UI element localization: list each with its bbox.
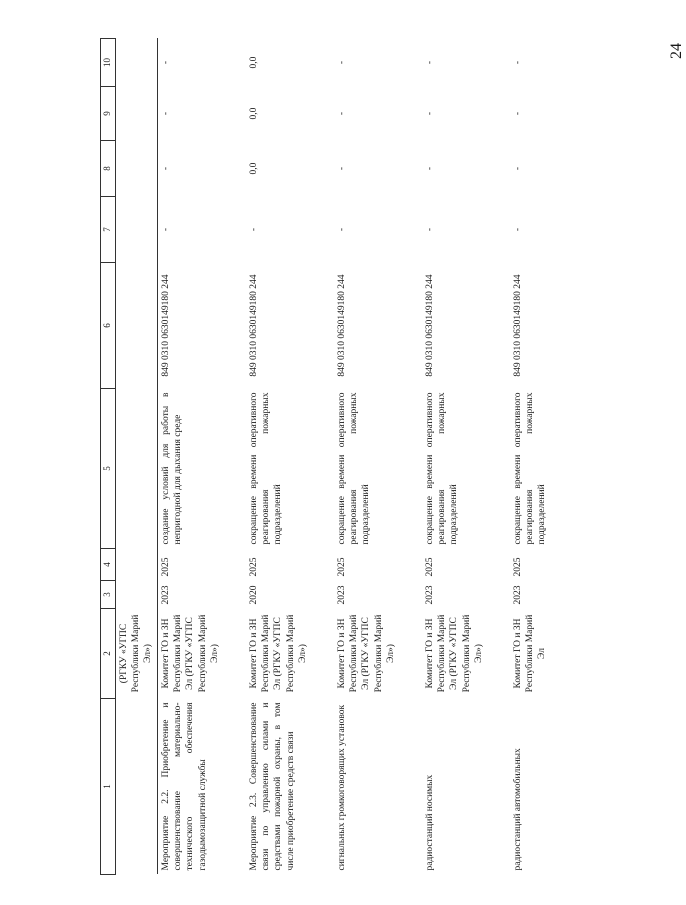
col-header: 6 — [101, 263, 116, 389]
budget-code: 849 0310 0630149180 244 — [424, 274, 435, 377]
col8-value: - — [512, 166, 523, 171]
table-row — [510, 39, 598, 875]
expected-result: создание условий для работы в непригодной для дыхания среде — [157, 389, 246, 549]
col-header: 8 — [101, 141, 116, 197]
table-row — [422, 39, 510, 875]
responsible-cell: Комитет ГО и ЗН Республики Марий Эл (РГКУ «УГПС Республики Марий Эл») — [157, 609, 246, 699]
start-year: 2023 — [424, 585, 435, 605]
col-header: 3 — [101, 581, 116, 609]
measure-name: Мероприятие 2.2. Приобретение и совершенствование материально-технического обеспечения газодымозащитной службы — [157, 699, 246, 875]
continuation-row — [115, 39, 157, 875]
budget-code: 849 0310 0630149180 244 — [248, 274, 259, 377]
col-header: 7 — [101, 197, 116, 263]
column-number-row — [101, 39, 116, 875]
table-row — [246, 39, 334, 875]
col9-value: - — [424, 111, 435, 116]
col-header: 2 — [101, 609, 116, 699]
col-header: 10 — [101, 39, 116, 87]
budget-code: 849 0310 0630149180 244 — [157, 263, 246, 389]
end-year: 2025 — [336, 557, 347, 577]
responsible-cell: Комитет ГО и ЗН Республики Марий Эл — [512, 614, 548, 693]
responsible-cell: Комитет ГО и ЗН Республики Марий Эл (РГКУ «УГПС Республики Марий Эл») — [248, 614, 309, 693]
col-header: 4 — [101, 549, 116, 581]
col9-value: - — [157, 87, 246, 141]
col10-value: - — [157, 39, 246, 87]
expected-result: сокращение времени оперативного реагирования пожарных подразделений — [512, 392, 548, 545]
page-number: 24 — [668, 43, 685, 59]
col9-value: 0,0 — [248, 107, 259, 120]
responsible-cell: Комитет ГО и ЗН Республики Марий Эл (РГКУ «УГПС Республики Марий Эл») — [336, 614, 397, 693]
col-header: 5 — [101, 389, 116, 549]
col7-value: - — [248, 227, 259, 232]
col7-value: - — [512, 227, 523, 232]
measure-name: радиостанций носимых — [424, 774, 435, 871]
col-header: 9 — [101, 87, 116, 141]
expected-result: сокращение времени оперативного реагирования пожарных подразделений — [248, 392, 284, 545]
col10-value: - — [424, 60, 435, 65]
start-year: 2023 — [336, 585, 347, 605]
start-year: 2023 — [157, 581, 246, 609]
expected-result: сокращение времени оперативного реагирования пожарных подразделений — [336, 392, 372, 545]
measure-name: Мероприятие 2.3. Совершенствование связи по управлению силами и средствами пожарной охраны, в том числе приобретение средств связи — [248, 702, 296, 871]
measure-name: сигнальных громкоговорящих установок — [336, 704, 347, 871]
budget-code: 849 0310 0630149180 244 — [336, 274, 347, 377]
col10-value: 0,0 — [248, 56, 259, 69]
table-row — [157, 39, 246, 875]
start-year: 2023 — [512, 585, 523, 605]
program-measures-table — [100, 38, 598, 875]
table-row — [334, 39, 422, 875]
col9-value: - — [512, 111, 523, 116]
end-year: 2025 — [424, 557, 435, 577]
col7-value: - — [157, 197, 246, 263]
rotated-table-wrapper — [100, 35, 636, 875]
responsible-cell: Комитет ГО и ЗН Республики Марий Эл (РГКУ «УГПС Республики Марий Эл») — [424, 614, 485, 693]
end-year: 2025 — [248, 557, 259, 577]
col7-value: - — [424, 227, 435, 232]
col9-value: - — [336, 111, 347, 116]
col7-value: - — [336, 227, 347, 232]
col8-value: - — [336, 166, 347, 171]
end-year: 2025 — [157, 549, 246, 581]
end-year: 2025 — [512, 557, 523, 577]
col8-value: 0,0 — [248, 162, 259, 175]
budget-code: 849 0310 0630149180 244 — [512, 274, 523, 377]
measure-name: радиостанций автомобильных — [512, 748, 523, 871]
expected-result: сокращение времени оперативного реагирования пожарных подразделений — [424, 392, 460, 545]
col10-value: - — [512, 60, 523, 65]
col-header: 1 — [101, 699, 116, 875]
start-year: 2020 — [248, 585, 259, 605]
col10-value: - — [336, 60, 347, 65]
col8-value: - — [424, 166, 435, 171]
responsible-cell: (РГКУ «УГПС Республики Марий Эл») — [118, 614, 154, 693]
col8-value: - — [157, 141, 246, 197]
